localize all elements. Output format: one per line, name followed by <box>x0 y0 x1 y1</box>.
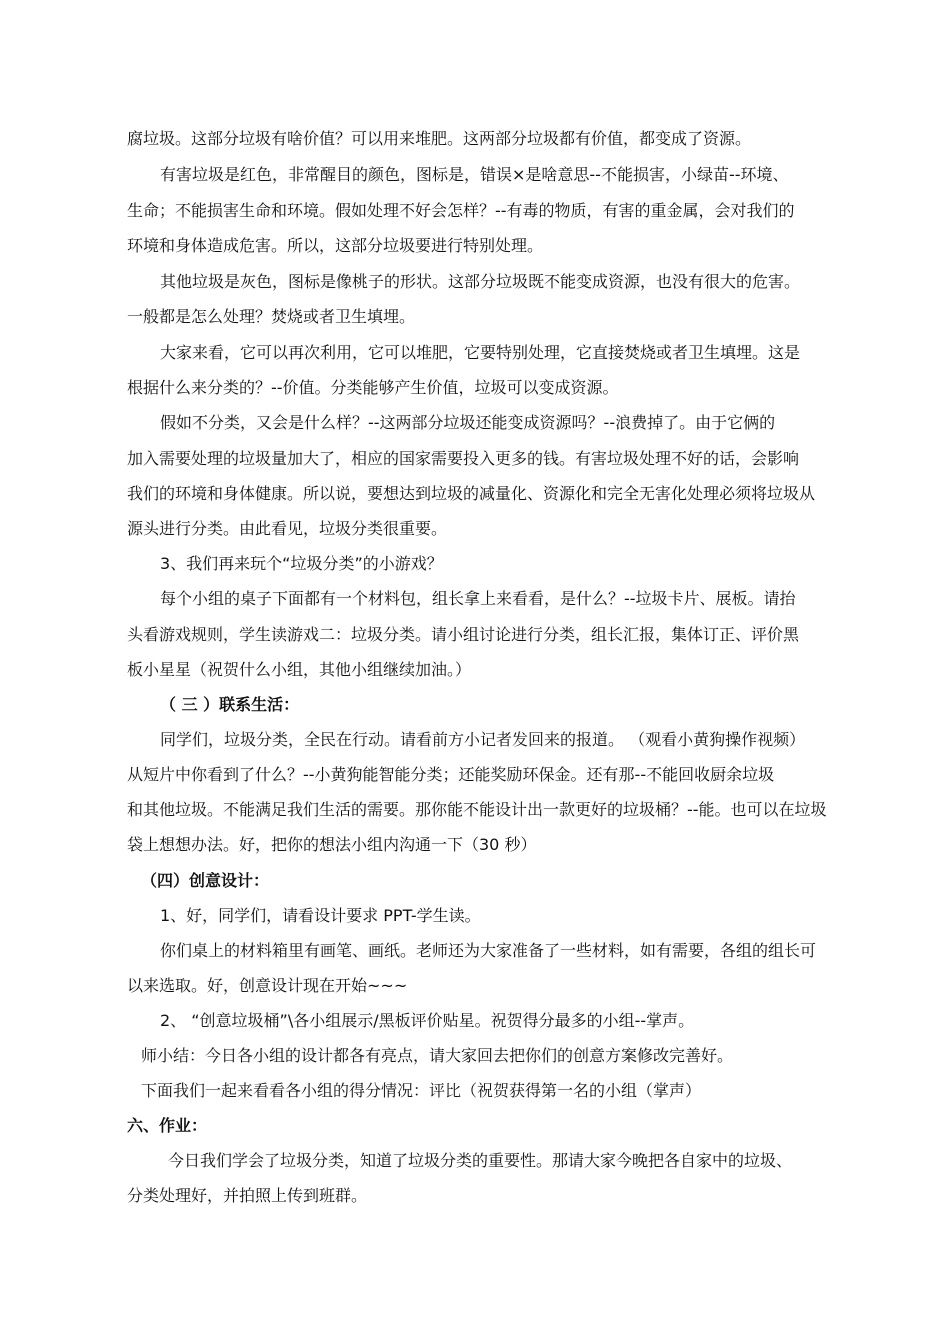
text-line: 2、 “创意垃圾桶”\各小组展示/黑板评价贴星。祝贺得分最多的小组--掌声。 <box>160 1011 695 1030</box>
text-line: 源头进行分类。由此看见，垃圾分类很重要。 <box>127 519 448 538</box>
text-line: 下面我们一起来看看各小组的得分情况：评比（祝贺获得第一名的小组（掌声） <box>141 1081 702 1100</box>
text-line: 以来选取。好，创意设计现在开始~~~ <box>127 976 408 995</box>
section-heading: （ 三 ）联系生活： <box>160 695 300 714</box>
text-line: 师小结：今日各小组的设计都各有亮点，请大家回去把你们的创意方案修改完善好。 <box>141 1046 734 1065</box>
text-line: 今日我们学会了垃圾分类，知道了垃圾分类的重要性。那请大家今晚把各自家中的垃圾、 <box>168 1151 793 1170</box>
text-line: 腐垃圾。这部分垃圾有啥价值？可以用来堆肥。这两部分垃圾都有价值，都变成了资源。 <box>127 129 752 148</box>
text-line: 根据什么来分类的？--价值。分类能够产生价值，垃圾可以变成资源。 <box>127 378 619 397</box>
text-line: 板小星星（祝贺什么小组，其他小组继续加油。） <box>127 660 472 679</box>
text-line: 我们的环境和身体健康。所以说，要想达到垃圾的减量化、资源化和完全无害化处理必须将垃圾从 <box>127 484 816 503</box>
text-line: 分类处理好，并拍照上传到班群。 <box>127 1186 368 1205</box>
text-line: 有害垃圾是红色，非常醒目的颜色，图标是，错误×是啥意思--不能损害，小绿苗--环境、 <box>160 165 789 184</box>
text-line: 一般都是怎么处理？焚烧或者卫生填埋。 <box>127 307 416 326</box>
text-line: 假如不分类，又会是什么样？--这两部分垃圾还能变成资源吗？--浪费掉了。由于它俩的 <box>160 413 776 432</box>
text-line: 袋上想想办法。好，把你的想法小组内沟通一下（30 秒） <box>127 835 537 854</box>
text-line: 1、好，同学们，请看设计要求 PPT-学生读。 <box>160 906 481 925</box>
text-line: 加入需要处理的垃圾量加大了，相应的国家需要投入更多的钱。有害垃圾处理不好的话，会影响 <box>127 449 800 468</box>
text-line: 头看游戏规则，学生读游戏二：垃圾分类。请小组讨论进行分类，组长汇报，集体订正、评价黑 <box>127 625 800 644</box>
text-line: 和其他垃圾。不能满足我们生活的需要。那你能不能设计出一款更好的垃圾桶？--能。也可以在垃圾 <box>127 800 827 819</box>
section-heading: 六、作业： <box>127 1116 208 1135</box>
text-line: 从短片中你看到了什么？--小黄狗能智能分类；还能奖励环保金。还有那--不能回收厨余垃圾 <box>127 765 775 784</box>
text-line: 同学们，垃圾分类，全民在行动。请看前方小记者发回来的报道。 （观看小黄狗操作视频） <box>160 730 806 749</box>
text-line: 你们桌上的材料箱里有画笔、画纸。老师还为大家准备了一些材料，如有需要，各组的组长可 <box>160 941 817 960</box>
text-line: 3、我们再来玩个“垃圾分类”的小游戏？ <box>160 554 443 573</box>
text-line: 生命；不能损害生命和环境。假如处理不好会怎样？--有毒的物质，有害的重金属，会对我们的 <box>127 201 795 220</box>
text-line: 环境和身体造成危害。所以，这部分垃圾要进行特别处理。 <box>127 236 544 255</box>
text-line: 大家来看，它可以再次利用，它可以堆肥，它要特别处理，它直接焚烧或者卫生填埋。这是 <box>160 343 801 362</box>
text-line: 其他垃圾是灰色，图标是像桃子的形状。这部分垃圾既不能变成资源，也没有很大的危害。 <box>160 272 801 291</box>
section-heading: （四）创意设计： <box>141 871 270 890</box>
text-line: 每个小组的桌子下面都有一个材料包，组长拿上来看看，是什么？--垃圾卡片、展板。请抬 <box>160 589 796 608</box>
